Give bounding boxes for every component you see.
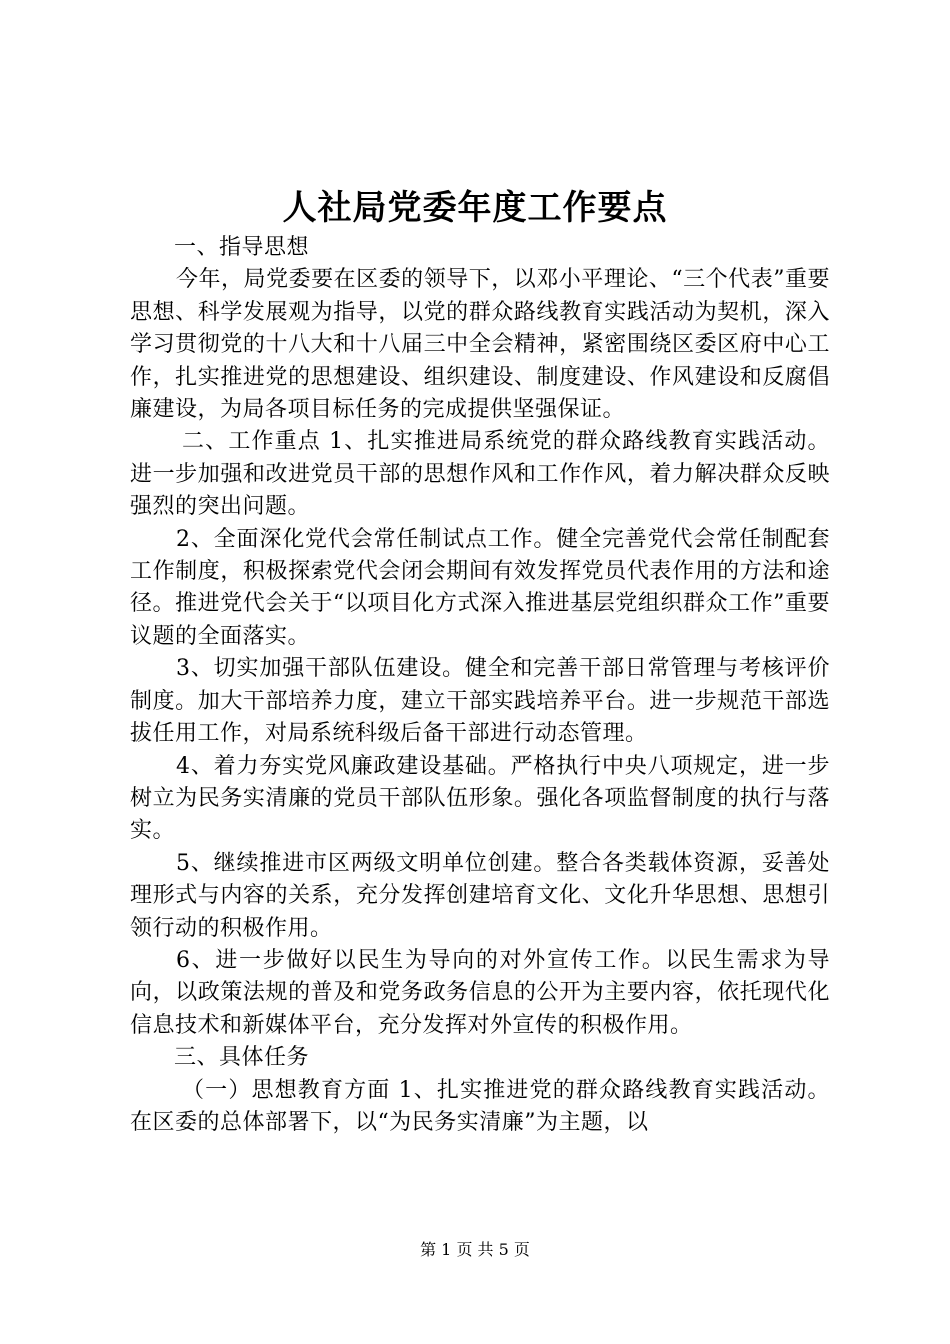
paragraph: 3、切实加强干部队伍建设。健全和完善干部日常管理与考核评价制度。加大干部培养力度，建立干部实践培养平台。进一步规范干部选拔任用工作，对局系统科级后备干部进行动态管理。 <box>130 656 830 747</box>
page-number-footer: 第 1 页 共 5 页 <box>420 1240 530 1259</box>
paragraph: 二、工作重点 1、扎实推进局系统党的群众路线教育实践活动。进一步加强和改进党员干部的思想作风和工作作风，着力解决群众反映强烈的突出问题。 <box>130 429 830 520</box>
paragraph: 2、全面深化党代会常任制试点工作。健全完善党代会常任制配套工作制度，积极探索党代会闭会期间有效发挥党员代表作用的方法和途径。推进党代会关于“以项目化方式深入推进基层党组织群众工作”重要议题的全面落实。 <box>130 526 830 649</box>
section-heading-guiding-thought: 一、指导思想 <box>174 235 310 260</box>
section-heading-specific-tasks: 三、具体任务 <box>174 1045 310 1071</box>
paragraph: 4、着力夯实党风廉政建设基础。严格执行中央八项规定，进一步树立为民务实清廉的党员干部队伍形象。强化各项监督制度的执行与落实。 <box>130 753 830 844</box>
paragraph: （一）思想教育方面 1、扎实推进党的群众路线教育实践活动。在区委的总体部署下，以“为民务实清廉”为主题，以 <box>130 1077 830 1135</box>
paragraph: 今年，局党委要在区委的领导下，以邓小平理论、“三个代表”重要思想、科学发展观为指导，以党的群众路线教育实践活动为契机，深入学习贯彻党的十八大和十八届三中全会精神，紧密围绕区委区府中心工作，扎实推进党的思想建设、组织建设、制度建设、作风建设和反腐倡廉建设，为局各项目标任务的完成提供坚强保证。 <box>130 267 830 423</box>
document-title: 人社局党委年度工作要点 <box>282 188 668 228</box>
paragraph: 5、继续推进市区两级文明单位创建。整合各类载体资源，妥善处理形式与内容的关系，充分发挥创建培育文化、文化升华思想、思想引领行动的积极作用。 <box>130 850 830 941</box>
document-body <box>130 232 830 1139</box>
paragraph: 6、进一步做好以民生为导向的对外宣传工作。以民生需求为导向，以政策法规的普及和党务政务信息的公开为主要内容，依托现代化信息技术和新媒体平台，充分发挥对外宣传的积极作用。 <box>130 947 830 1038</box>
